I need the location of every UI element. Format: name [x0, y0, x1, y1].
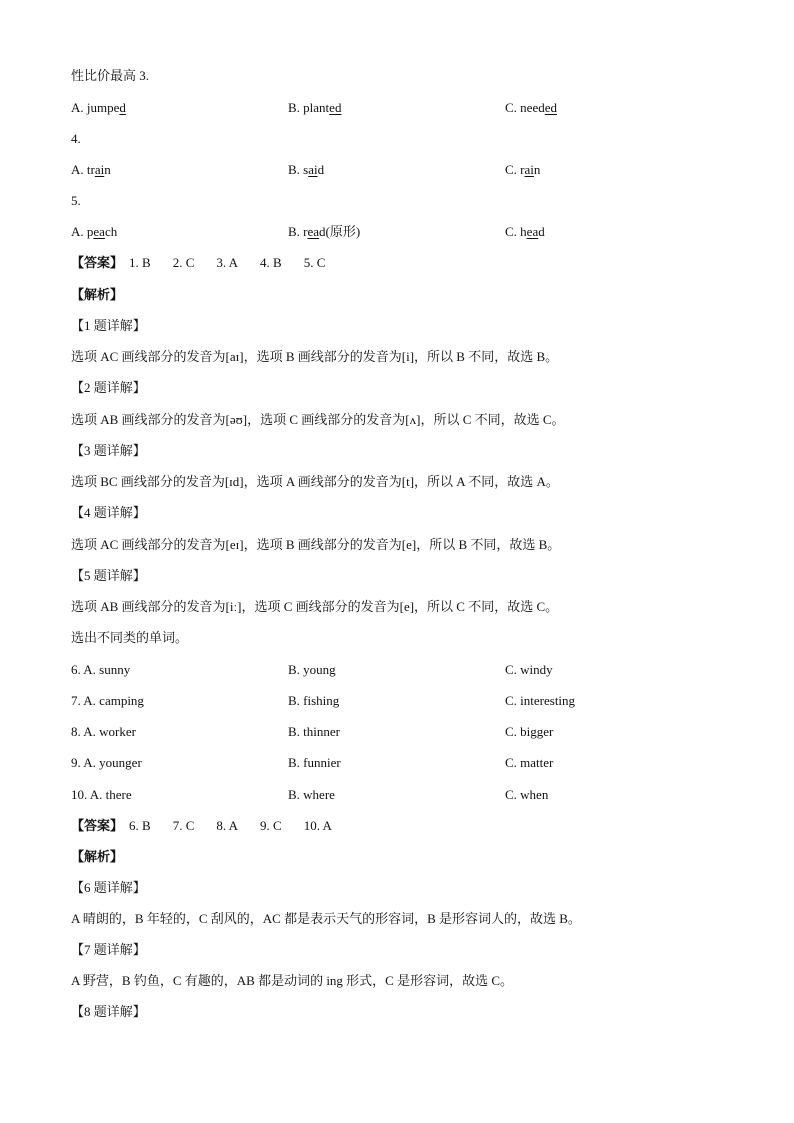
q6-option-b: B. young	[288, 662, 336, 677]
q3-option-c: C. needed	[505, 100, 557, 115]
answer-item: 8. A	[216, 818, 239, 833]
answer-item: 7. C	[172, 818, 195, 833]
q7-option-a: 7. A. camping	[71, 693, 144, 708]
answer-line-1: 【答案】 1. B 2. C 3. A 4. B 5. C	[71, 255, 326, 270]
q4-option-c: C. rain	[505, 162, 541, 177]
answer-item: 10. A	[303, 818, 332, 833]
answer-item: 2. C	[172, 255, 195, 270]
detail-4-title: 【4 题详解】	[71, 505, 146, 520]
answer-item: 3. A	[216, 255, 239, 270]
detail-3-title: 【3 题详解】	[71, 443, 146, 458]
detail-1-text: 选项 AC 画线部分的发音为[aɪ]，选项 B 画线部分的发音为[i]，所以 B 不同，故选 B。	[71, 349, 559, 364]
q6-option-a: 6. A. sunny	[71, 662, 131, 677]
detail-5-text: 选项 AB 画线部分的发音为[iː]，选项 C 画线部分的发音为[e]，所以 C 不同，故选 C。	[71, 599, 559, 614]
answer-item: 1. B	[129, 255, 151, 270]
detail-6-title: 【6 题详解】	[71, 880, 146, 895]
detail-7-text: A 野营，B 钓鱼，C 有趣的，AB 都是动词的 ing 形式，C 是形容词，故选 C。	[71, 973, 514, 988]
detail-3-text: 选项 BC 画线部分的发音为[ɪd]，选项 A 画线部分的发音为[t]，所以 A 不同，故选 A。	[71, 474, 559, 489]
q5-number: 5.	[71, 193, 81, 208]
q10-option-b: B. where	[288, 787, 335, 802]
answer-line-2: 【答案】 6. B 7. C 8. A 9. C 10. A	[71, 818, 332, 833]
intro-line: 性比价最高 3.	[71, 68, 150, 83]
answer-item: 9. C	[260, 818, 282, 833]
q5-option-b: B. read(原形)	[288, 224, 361, 239]
q8-option-a: 8. A. worker	[71, 724, 136, 739]
detail-4-text: 选项 AC 画线部分的发音为[eɪ]，选项 B 画线部分的发音为[e]，所以 B 不同，故选 B。	[71, 537, 561, 552]
section-2-instruction: 选出不同类的单词。	[71, 630, 189, 645]
q10-option-c: C. when	[505, 787, 549, 802]
q3-option-a: A. jumped	[71, 100, 126, 115]
answer-item: 4. B	[260, 255, 282, 270]
q5-option-c: C. head	[505, 224, 545, 239]
detail-2-title: 【2 题详解】	[71, 380, 146, 395]
detail-8-title: 【8 题详解】	[71, 1004, 146, 1019]
answer-item: 5. C	[303, 255, 326, 270]
q4-number: 4.	[71, 131, 81, 146]
detail-5-title: 【5 题详解】	[71, 568, 146, 583]
q4-option-b: B. said	[288, 162, 325, 177]
q8-option-b: B. thinner	[288, 724, 340, 739]
q9-option-b: B. funnier	[288, 755, 341, 770]
q10-option-a: 10. A. there	[71, 787, 132, 802]
q7-option-b: B. fishing	[288, 693, 340, 708]
detail-2-text: 选项 AB 画线部分的发音为[əʊ]，选项 C 画线部分的发音为[ʌ]，所以 C 不同，故选 C。	[71, 412, 565, 427]
q6-option-c: C. windy	[505, 662, 553, 677]
detail-7-title: 【7 题详解】	[71, 942, 146, 957]
analysis-label: 【解析】	[71, 287, 124, 302]
q5-option-a: A. peach	[71, 224, 118, 239]
q3-option-b: B. planted	[288, 100, 342, 115]
analysis-label-2: 【解析】	[71, 849, 124, 864]
q4-option-a: A. train	[71, 162, 111, 177]
q8-option-c: C. bigger	[505, 724, 554, 739]
detail-1-title: 【1 题详解】	[71, 318, 146, 333]
q9-option-c: C. matter	[505, 755, 554, 770]
q7-option-c: C. interesting	[505, 693, 576, 708]
q9-option-a: 9. A. younger	[71, 755, 142, 770]
answer-item: 6. B	[129, 818, 151, 833]
detail-6-text: A 晴朗的，B 年轻的，C 刮风的，AC 都是表示天气的形容词，B 是形容词人的，故选 B。	[71, 911, 581, 926]
